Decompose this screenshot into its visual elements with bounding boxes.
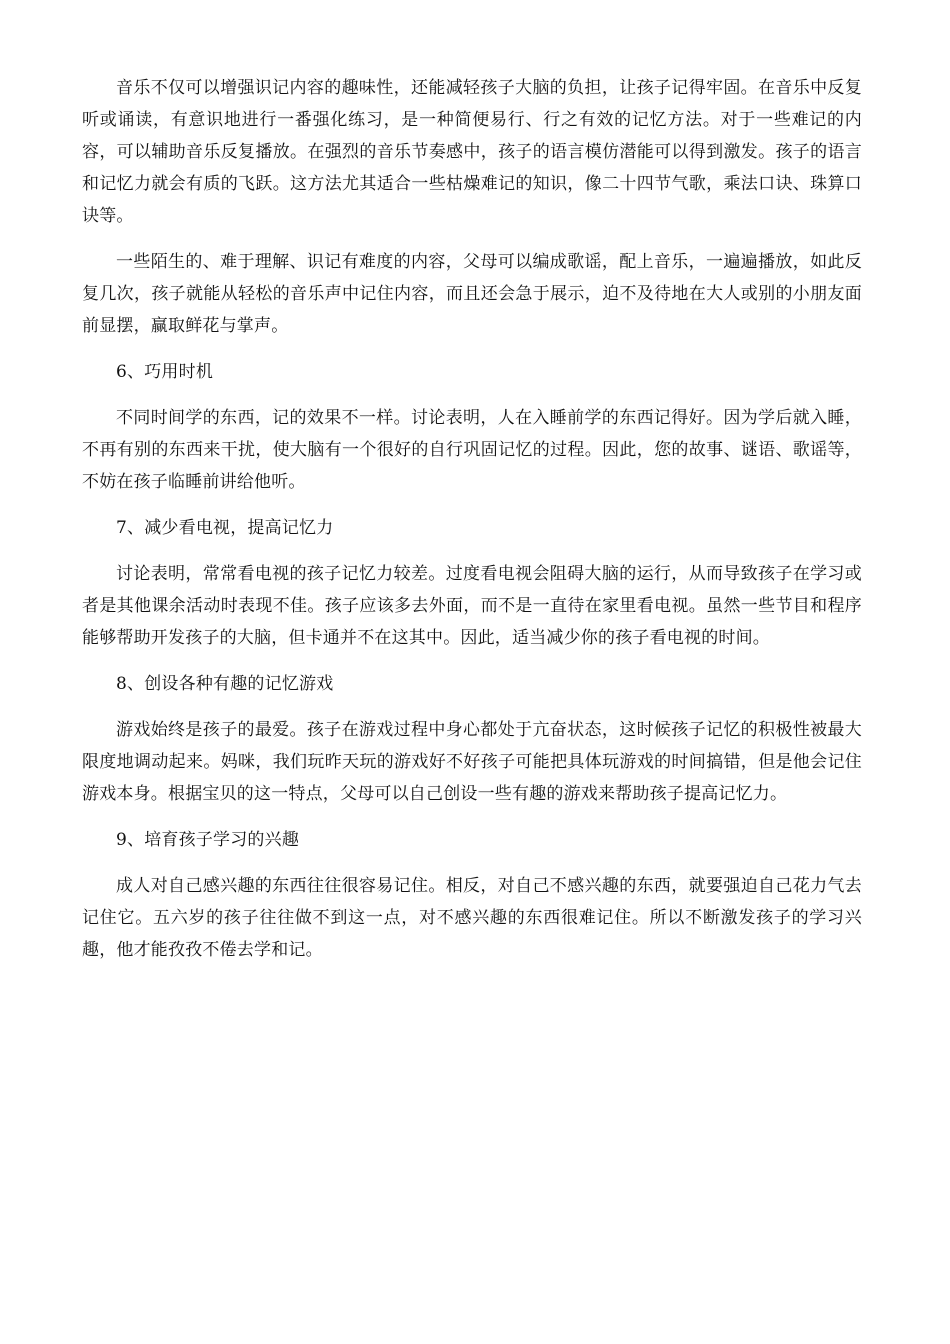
- section-heading-7: 7、减少看电视，提高记忆力: [116, 518, 334, 538]
- paragraph-games: 游戏始终是孩子的最爱。孩子在游戏过程中身心都处于亢奋状态，这时候孩子记忆的积极性被最大限度地调动起来。妈咪，我们玩昨天玩的游戏好不好孩子可能把具体玩游戏的时间搞错，但是他会记住游戏本身。根据宝贝的这一特点，父母可以自己创设一些有趣的游戏来帮助孩子提高记忆力。: [82, 720, 862, 804]
- section-heading-8: 8、创设各种有趣的记忆游戏: [116, 674, 334, 694]
- paragraph-timing: 不同时间学的东西，记的效果不一样。讨论表明，人在入睡前学的东西记得好。因为学后就入睡，不再有别的东西来干扰，使大脑有一个很好的自行巩固记忆的过程。因此，您的故事、谜语、歌谣等，不妨在孩子临睡前讲给他听。: [82, 408, 862, 492]
- document-page: [82, 72, 862, 980]
- section-heading-9: 9、培育孩子学习的兴趣: [116, 830, 300, 850]
- paragraph-music-memory: 音乐不仅可以增强识记内容的趣味性，还能减轻孩子大脑的负担，让孩子记得牢固。在音乐中反复听或诵读，有意识地进行一番强化练习，是一种简便易行、行之有效的记忆方法。对于一些难记的内容，可以辅助音乐反复播放。在强烈的音乐节奏感中，孩子的语言模仿潜能可以得到激发。孩子的语言和记忆力就会有质的飞跃。这方法尤其适合一些枯燥难记的知识，像二十四节气歌，乘法口诀、珠算口诀等。: [82, 78, 862, 226]
- section-heading-6: 6、巧用时机: [116, 362, 214, 382]
- paragraph-tv: 讨论表明，常常看电视的孩子记忆力较差。过度看电视会阻碍大脑的运行，从而导致孩子在学习或者是其他课余活动时表现不佳。孩子应该多去外面，而不是一直待在家里看电视。虽然一些节目和程序能够帮助开发孩子的大脑，但卡通并不在这其中。因此，适当减少你的孩子看电视的时间。: [82, 564, 862, 648]
- paragraph-songs-rhymes: 一些陌生的、难于理解、识记有难度的内容，父母可以编成歌谣，配上音乐，一遍遍播放，如此反复几次，孩子就能从轻松的音乐声中记住内容，而且还会急于展示，迫不及待地在大人或别的小朋友面前显摆，赢取鲜花与掌声。: [82, 252, 862, 336]
- paragraph-interest: 成人对自己感兴趣的东西往往很容易记住。相反，对自己不感兴趣的东西，就要强迫自己花力气去记住它。五六岁的孩子往往做不到这一点，对不感兴趣的东西很难记住。所以不断激发孩子的学习兴趣，他才能孜孜不倦去学和记。: [82, 876, 862, 960]
